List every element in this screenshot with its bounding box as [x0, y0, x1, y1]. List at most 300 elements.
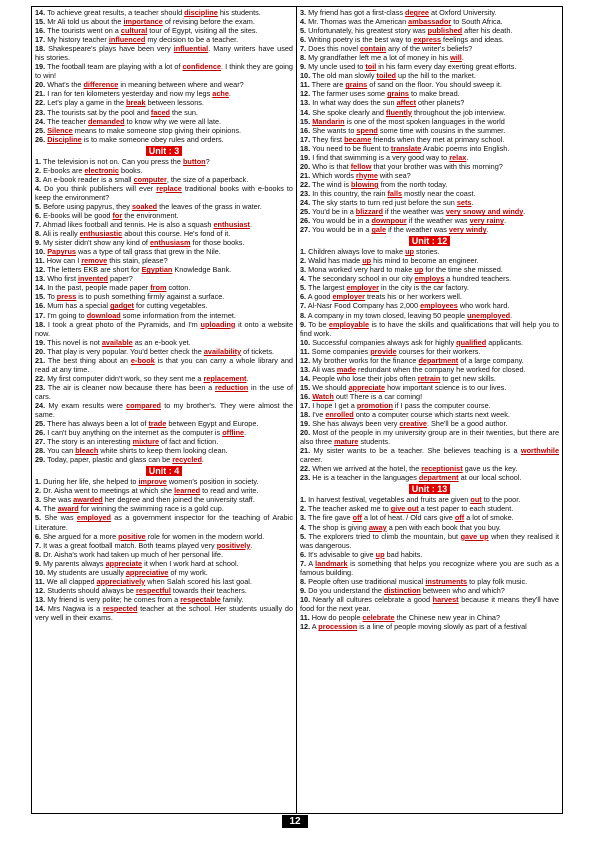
sentence-text: . — [523, 207, 526, 217]
sentence-text: to know why we were all late. — [124, 116, 222, 126]
answer-word: provide — [370, 346, 397, 356]
answer-word: retrain — [417, 373, 441, 383]
item-number: 1. — [300, 495, 307, 505]
answer-word: appreciative — [125, 567, 169, 577]
sentence-text: for the time she missed. — [423, 265, 503, 275]
sentence-text: The largest — [308, 283, 347, 293]
sentence-item — [35, 8, 293, 17]
sentence-text: Mr. Thomas was the American — [308, 17, 409, 27]
sentence-text: The — [43, 504, 58, 514]
unit-heading — [35, 465, 293, 476]
sentence-item — [35, 541, 293, 550]
sentence-item — [35, 211, 293, 220]
sentence-text: up the hill to the market. — [396, 71, 476, 81]
sentence-item — [300, 311, 559, 320]
sentence-text: It was a great football match. Both teams played very — [43, 540, 217, 550]
item-number: 27. — [35, 437, 46, 447]
sentence-text: Walid has made — [308, 256, 363, 266]
sentence-item — [35, 301, 293, 310]
sentence-text: family. — [220, 594, 244, 604]
sentence-text: My parents always — [43, 558, 106, 568]
sentence-text: The teacher asked me to — [308, 504, 391, 514]
item-number: 3. — [300, 8, 307, 17]
answer-word: Mandarin — [312, 116, 345, 126]
sentence-item — [35, 166, 293, 175]
item-number: 10. — [300, 71, 311, 81]
sentence-text: My sister wants to be a teacher. She believes teaching is a — [313, 446, 521, 456]
sentence-text: Children always love to make — [308, 247, 406, 257]
item-number: 28. — [35, 446, 46, 456]
sentence-text: I hope I get a — [312, 400, 357, 410]
answer-word: instruments — [425, 576, 468, 586]
sentence-item — [300, 383, 559, 392]
answer-word: availability — [203, 346, 242, 356]
sentence-text: He is a teacher in the languages — [312, 473, 419, 483]
sentence-text: Knowledge Bank. — [172, 265, 232, 275]
item-number: 16. — [35, 301, 46, 311]
answer-word: distinction — [383, 585, 421, 595]
sentence-item — [300, 586, 559, 595]
sentence-item — [300, 153, 559, 162]
answer-word: cultural — [120, 26, 148, 36]
answer-word: very snowy and windy — [445, 207, 524, 217]
sentence-item — [35, 238, 293, 247]
sentence-text: as an e-book yet. — [132, 337, 191, 347]
item-number: 13. — [35, 274, 46, 284]
sentence-item — [35, 26, 293, 35]
item-number: 8. — [300, 576, 307, 586]
sentence-text: People who lose their jobs often — [312, 373, 418, 383]
sentence-item — [300, 71, 559, 80]
answer-word: enthusiastic — [79, 229, 123, 239]
sentence-text: when Salah scored his last goal. — [145, 576, 252, 586]
item-number: 15. — [35, 292, 46, 302]
sentence-text: The old man slowly — [312, 71, 377, 81]
sentence-text: There are — [311, 80, 346, 90]
item-number: 5. — [300, 26, 307, 36]
answer-word: button — [182, 156, 206, 166]
sentence-text: means to make someone stop giving their opinions. — [72, 125, 242, 135]
item-number: 18. — [35, 319, 46, 329]
sentence-item — [300, 144, 559, 153]
sentence-text: to my brother's. They were almost the same. — [35, 400, 294, 420]
sentence-item — [35, 265, 293, 274]
sentence-text: is to make someone obey rules and orders. — [81, 134, 224, 144]
item-number: 12. — [35, 265, 46, 275]
answer-word: toiled — [376, 71, 397, 81]
sentence-text: if the weather was — [386, 225, 449, 235]
sentence-item — [300, 44, 559, 53]
answer-word: celebrate — [362, 613, 395, 622]
sentence-text: To achieve great results, a teacher should — [47, 8, 185, 17]
answer-word: employed — [76, 513, 111, 523]
answer-word: became — [344, 134, 372, 144]
item-number: 17. — [35, 35, 46, 45]
sentence-text: We should — [312, 382, 349, 392]
sentence-text: Al-Nasr Food Company has 2,000 — [307, 301, 421, 311]
sentence-text: stories. — [413, 247, 440, 257]
item-number: 11. — [300, 80, 310, 90]
item-number: 10. — [300, 594, 311, 604]
sentence-text: There has always been a lot of — [47, 419, 149, 429]
sentence-item — [35, 595, 293, 604]
answer-word: break — [126, 98, 146, 108]
answer-word: off — [454, 513, 465, 523]
sentence-item — [300, 265, 559, 274]
sentence-text: E-books are — [43, 165, 85, 175]
sentence-item — [300, 428, 559, 446]
sentence-item — [35, 338, 293, 347]
sentence-item — [300, 283, 559, 292]
sentence-item — [35, 568, 293, 577]
unit-heading-label: Unit : 4 — [146, 466, 183, 476]
unit-heading — [300, 483, 559, 494]
sentence-text: Mrs Nagwa is a — [47, 603, 103, 613]
sentence-text: to South Africa. — [451, 17, 503, 27]
answer-word: contain — [360, 44, 386, 54]
sentence-text: is something that helps you recognize where you are such as a famous building. — [300, 558, 559, 577]
sentence-item — [300, 446, 559, 464]
sentence-text: to play folk music. — [467, 576, 528, 586]
answer-word: spend — [356, 125, 378, 135]
item-number: 14. — [35, 283, 46, 293]
item-number: 14. — [300, 373, 311, 383]
item-number: 7. — [300, 301, 307, 311]
sentence-text: that your brother was with this morning? — [371, 161, 503, 171]
answer-word: employer — [346, 283, 379, 293]
item-number: 12. — [300, 622, 311, 632]
item-number: 26. — [35, 134, 46, 144]
sentence-text: women's position in society. — [166, 477, 259, 487]
sentence-text: , the size of a paperback. — [166, 174, 249, 184]
sentence-text: onto a computer course which starts next week. — [353, 410, 510, 420]
answer-word: influential — [173, 44, 209, 54]
sentence-text: Mona worked very hard to make — [308, 265, 415, 275]
sentence-text: Who is that — [312, 161, 351, 171]
answer-word: gave up — [460, 531, 489, 541]
sentence-text: the sun. — [169, 107, 198, 117]
item-number: 23. — [35, 107, 46, 117]
sentence-text: because it means they'll have food for the next year. — [300, 594, 559, 613]
item-number: 19. — [300, 152, 311, 162]
item-number: 11. — [35, 576, 45, 586]
item-number: 4. — [35, 504, 42, 514]
answer-word: degree — [405, 8, 429, 17]
sentence-text: a hundred teachers. — [444, 274, 512, 284]
sentence-text: My first computer didn't work, so they sent me a — [47, 373, 204, 383]
sentence-item — [35, 446, 293, 455]
sentence-item — [35, 401, 293, 419]
sentence-text: Writing poetry is the best way to — [308, 35, 414, 45]
sentence-text: between who and which? — [420, 585, 505, 595]
sentence-text: any of the writer's beliefs? — [386, 44, 473, 54]
sentence-text: applicants. — [486, 337, 524, 347]
sentence-text: You would be in a — [312, 225, 372, 235]
sentence-text: The sky starts to turn red just before the sun — [312, 197, 457, 207]
sentence-item — [300, 180, 559, 189]
answer-word: mature — [334, 437, 359, 447]
sentence-item — [35, 455, 293, 464]
item-number: 18. — [35, 44, 46, 54]
sentence-text: after his death. — [462, 26, 513, 36]
answer-word: invented — [78, 274, 109, 284]
answer-word: relax — [449, 152, 467, 162]
sentence-text: Some companies — [311, 346, 371, 356]
item-number: 21. — [300, 446, 311, 456]
sentence-item — [35, 347, 293, 356]
sentence-text: Which words — [312, 170, 356, 180]
answer-word: up — [375, 549, 385, 559]
item-number: 18. — [300, 410, 311, 420]
sentence-text: The wind is — [312, 179, 351, 189]
sentence-text: That play is very popular. You'd better check the — [47, 346, 204, 356]
sentence-item — [35, 486, 293, 495]
sentence-item — [300, 189, 559, 198]
sentence-text: towards their teachers. — [170, 585, 247, 595]
answer-word: for — [112, 210, 123, 220]
answer-word: falls — [387, 188, 403, 198]
item-number: 20. — [300, 428, 311, 438]
sentence-text: The secondary school in our city — [308, 274, 415, 284]
sentence-text: To — [47, 292, 57, 302]
item-number: 15. — [300, 382, 311, 392]
sentence-text: for cutting vegetables. — [133, 301, 208, 311]
item-number: 3. — [35, 174, 42, 184]
item-number: 11. — [300, 613, 310, 622]
sentence-text: My sister didn't show any kind of — [43, 238, 150, 248]
item-number: 23. — [300, 188, 311, 198]
answer-word: employable — [328, 319, 370, 329]
answer-word: mixture — [132, 437, 159, 447]
answer-word: downpour — [371, 216, 407, 226]
sentence-text: if I pass the computer course. — [392, 400, 491, 410]
sentence-text: courses for their workers. — [396, 346, 481, 356]
sentence-item — [300, 35, 559, 44]
item-number: 9. — [35, 558, 42, 568]
item-number: 3. — [300, 513, 307, 523]
sentence-text: . — [228, 89, 231, 99]
sentence-text: about this course. He's fond of it. — [122, 229, 231, 239]
sentence-text: . Many writers have used his stories. — [35, 44, 293, 63]
answer-word: very windy — [448, 225, 487, 235]
sentence-text: it when I work hard at school. — [142, 558, 239, 568]
sentence-text: between lessons. — [145, 98, 204, 108]
item-number: 21. — [300, 170, 311, 180]
answer-word: e-book — [130, 355, 155, 365]
sentence-text: at Oxford University. — [428, 8, 497, 17]
sentence-text: who work hard. — [457, 301, 510, 311]
answer-word: ambassador — [408, 17, 452, 27]
answer-word: soaked — [131, 201, 158, 211]
sentence-item — [35, 419, 293, 428]
answer-word: influenced — [108, 35, 146, 45]
sentence-item — [35, 229, 293, 238]
sentence-item — [35, 202, 293, 211]
answer-word: worthwhile — [520, 446, 559, 456]
answer-word: electronic — [84, 165, 119, 175]
sentence-text: to read and write. — [200, 486, 259, 496]
answer-word: enrolled — [325, 410, 354, 420]
answer-word: download — [86, 310, 121, 320]
answer-word: grains — [387, 89, 409, 99]
sentence-text: of my work. — [168, 567, 208, 577]
answer-word: promotion — [356, 400, 393, 410]
answer-word: appreciate — [105, 558, 143, 568]
sentence-item — [35, 184, 293, 202]
answer-word: trade — [148, 419, 167, 429]
sentence-item — [35, 504, 293, 513]
page-frame — [31, 6, 563, 814]
answer-word: Watch — [312, 391, 334, 401]
item-number: 1. — [35, 477, 42, 487]
sentence-item — [35, 320, 293, 338]
sentence-text: career. — [300, 455, 323, 465]
sentence-text: The best thing about an — [47, 355, 131, 365]
item-number: 26. — [300, 216, 311, 226]
item-number: 2. — [300, 256, 307, 266]
answer-word: respected — [102, 603, 138, 613]
sentence-text: in the use of cars. — [35, 382, 293, 401]
answer-word: remove — [81, 256, 108, 266]
sentence-text: It's advisable to give — [308, 549, 376, 559]
sentence-text: between Egypt and Europe. — [166, 419, 259, 429]
sentence-text: of tickets. — [241, 346, 275, 356]
sentence-text: She has always been very — [312, 419, 400, 429]
item-number: 8. — [300, 310, 307, 320]
sentence-text: I ran for ten kilometers yesterday and now my legs — [47, 89, 213, 99]
answer-word: importance — [123, 17, 163, 27]
sentence-text: students. — [358, 437, 391, 447]
sentence-text: The television is not on. Can you press the — [43, 156, 183, 166]
sentence-item — [300, 216, 559, 225]
sentence-item — [300, 80, 559, 89]
sentence-text: if the weather was — [406, 216, 470, 226]
sentence-text: . — [510, 310, 513, 320]
sentence-text: I've — [312, 410, 326, 420]
answer-word: faced — [150, 107, 170, 117]
answer-word: qualified — [456, 337, 487, 347]
sentence-text: . — [201, 455, 204, 465]
sentence-text: to the poor. — [481, 495, 521, 505]
sentence-text: My brother works for the finance — [312, 355, 419, 365]
item-number: 10. — [300, 337, 311, 347]
sentence-text: . — [461, 53, 464, 63]
sentence-item — [35, 89, 293, 98]
sentence-text: They first — [312, 134, 345, 144]
sentence-text: In what way does the sun — [312, 98, 397, 108]
answer-word: replace — [156, 183, 182, 193]
sentence-text: paper? — [108, 274, 133, 284]
sentence-text: of a large company. — [458, 355, 524, 365]
item-number: 6. — [300, 292, 307, 302]
sentence-item — [300, 550, 559, 559]
answer-word: sets — [456, 197, 472, 207]
answer-word: ache — [212, 89, 229, 99]
item-number: 16. — [35, 26, 46, 36]
item-number: 9. — [300, 319, 307, 329]
sentence-text: E-books will be good — [43, 210, 113, 220]
sentence-text: with sea? — [377, 170, 411, 180]
answer-word: out — [470, 495, 482, 505]
sentence-text: Successful companies always ask for highly — [312, 337, 457, 347]
sentence-item — [300, 26, 559, 35]
sentence-text: feelings and ideas. — [441, 35, 504, 45]
item-number: 15. — [300, 116, 311, 126]
sentence-text: throughout the job interview. — [411, 107, 506, 117]
item-number: 12. — [35, 585, 46, 595]
answer-word: employees — [420, 301, 458, 311]
sentence-item — [35, 108, 293, 117]
sentence-item — [300, 622, 559, 631]
sentence-text: for those books. — [190, 238, 245, 248]
sentence-text: A — [311, 622, 319, 632]
sentence-item — [35, 126, 293, 135]
sentence-text: She was — [44, 513, 77, 523]
sentence-text: She was — [43, 495, 74, 505]
sentence-text: . — [246, 373, 249, 383]
sentence-item — [35, 577, 293, 586]
item-number: 2. — [35, 486, 42, 496]
sentence-text: her degree and then joined the university staff. — [102, 495, 255, 505]
sentence-text: We all clapped — [46, 576, 97, 586]
item-number: 20. — [300, 161, 311, 171]
sentence-item — [300, 62, 559, 71]
sentence-text: Students should always be — [47, 585, 137, 595]
answer-word: Egyptian — [141, 265, 173, 275]
sentence-item — [300, 419, 559, 428]
sentence-text: a pen with each book that you buy. — [386, 522, 501, 532]
sentence-item — [35, 586, 293, 595]
sentence-item — [300, 207, 559, 216]
sentence-text: A company in my town closed, leaving 50 people — [307, 310, 468, 320]
item-number: 17. — [300, 400, 311, 410]
item-number: 1. — [300, 247, 307, 257]
answer-word: rhyme — [355, 170, 378, 180]
item-number: 27. — [300, 225, 311, 235]
sentence-item — [35, 550, 293, 559]
item-number: 12. — [300, 355, 311, 365]
sentence-item — [300, 225, 559, 234]
sentence-item — [300, 53, 559, 62]
answer-word: gale — [371, 225, 387, 235]
item-number: 22. — [35, 373, 46, 383]
item-number: 5. — [35, 513, 42, 523]
sentence-item — [300, 577, 559, 586]
sentence-item — [35, 559, 293, 568]
unit-heading-label: Unit : 13 — [409, 484, 451, 494]
sentence-text: his students. — [217, 8, 261, 17]
sentence-text: My grandfather left me a lot of money in his — [308, 53, 451, 63]
item-number: 2. — [300, 504, 307, 514]
sentence-item — [300, 513, 559, 522]
sentence-text: when they realised it was dangerous. — [300, 531, 559, 550]
sentence-text: it onto a website now. — [35, 319, 293, 338]
sentence-item — [300, 171, 559, 180]
sentence-item — [300, 162, 559, 171]
sentence-item — [300, 198, 559, 207]
answer-word: fluently — [386, 107, 412, 117]
answer-word: off — [352, 513, 362, 523]
item-number: 4. — [300, 522, 307, 532]
answer-word: respectable — [180, 594, 221, 604]
answer-word: awarded — [73, 495, 103, 505]
sentence-text: You can — [47, 446, 76, 456]
unit-heading-label: Unit : 12 — [409, 236, 451, 246]
item-number: 14. — [35, 8, 46, 17]
sentence-item — [300, 292, 559, 301]
sentence-item — [300, 595, 559, 613]
sentence-text: Do you understand the — [308, 585, 384, 595]
